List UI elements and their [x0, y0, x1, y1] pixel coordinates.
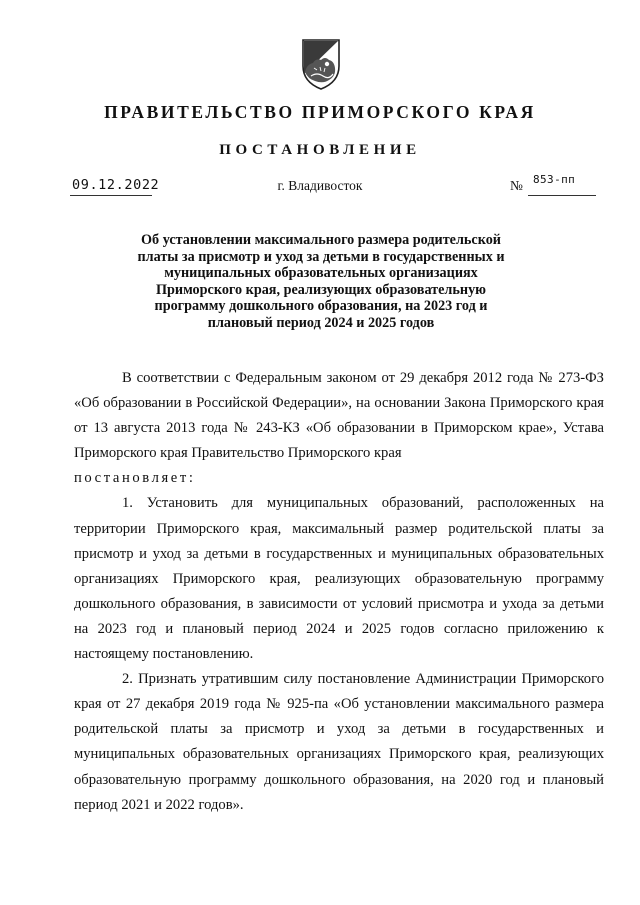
document-meta	[0, 175, 640, 199]
preamble-paragraph: В соответствии с Федеральным законом от 29 декабря 2012 года № 273-ФЗ «Об образовании в Российской Федерации», на основании Закона Приморского края от 13 августа 2013 года № 243-КЗ «Об образовании в Приморском крае», Устава Приморского края Правительство Приморского края	[74, 370, 604, 462]
authority-name: ПРАВИТЕЛЬСТВО ПРИМОРСКОГО КРАЯ	[104, 102, 536, 122]
date-underline	[70, 195, 152, 196]
document-number: 853-пп	[533, 173, 576, 186]
document-body	[74, 366, 604, 818]
document-date: 09.12.2022	[72, 177, 160, 193]
coat-of-arms-icon	[299, 36, 343, 92]
document-type: ПОСТАНОВЛЕНИЕ	[219, 142, 421, 158]
document-title: Об установлении максимального размера родительской платы за присмотр и уход за детьми в государственных и муниципальных образовательных организациях Приморского края, реализующих образовательную программу дошкольного образования, на 2023 год и плановый период 2024 и 2025 годов	[137, 232, 505, 331]
item-1-paragraph: 1. Установить для муниципальных образований, расположенных на территории Приморского края, максимальный размер родительской платы за присмотр и уход за детьми в государственных и муниципальных образовательных организациях Приморского края, реализующих образовательную программу дошкольного образования, в зависимости от условий присмотра и ухода за детьми на 2023 год и плановый период 2024 и 2025 годов согласно приложению к настоящему постановлению.	[74, 495, 604, 663]
document-city: г. Владивосток	[277, 178, 363, 193]
resolution-word: постановляет:	[74, 470, 196, 487]
number-sign: №	[510, 178, 523, 193]
item-2-paragraph: 2. Признать утратившим силу постановление Администрации Приморского края от 27 декабря 2019 года № 925-па «Об установлении максимального размера родительской платы за присмотр и уход за детьми в государственных и муниципальных образовательных организациях Приморского края, реализующих образовательную программу дошкольного образования, на 2020 год и плановый период 2021 и 2022 годов».	[74, 671, 604, 813]
number-underline	[528, 195, 596, 196]
